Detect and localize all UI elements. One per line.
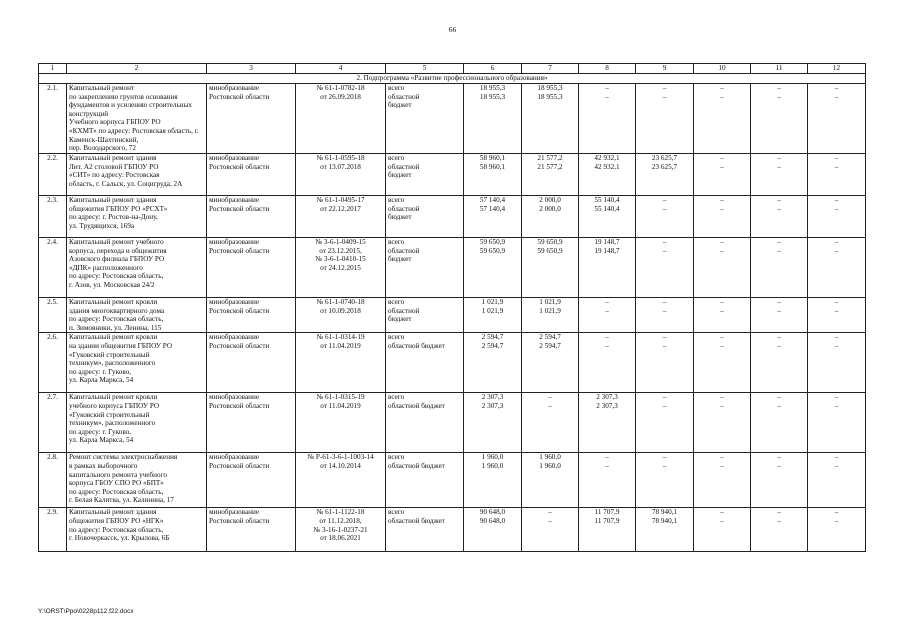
expertise-conclusion: № 61-1-0495-17 от 22.12.2017: [296, 196, 386, 238]
object-name: Капитальный ремонт здания общежития ГБПОУ РО «НГК» по адресу: Ростовская область, г. Новочеркасск, ул. Крылова, 6Б: [67, 508, 207, 552]
section-title: 2. Подпрограмма «Развитие профессионального образования»: [39, 74, 866, 84]
expertise-conclusion: № 61-1-1122-18 от 11.12.2018, № 3-16-1-0237-21 от 18.06.2021: [296, 508, 386, 552]
funding-source: всего областной бюджет: [386, 238, 464, 298]
col-header-2: 2: [67, 64, 207, 74]
expertise-conclusion: № 61-1-0315-19 от 11.04.2019: [296, 393, 386, 453]
table-row: [39, 196, 866, 238]
amount-col-6: 59 650,9 59 650,9: [464, 238, 522, 298]
expertise-conclusion: № 61-1-0782-18 от 26.09.2018: [296, 84, 386, 154]
amount-col-9: 78 940,1 78 940,1: [636, 508, 694, 552]
responsible-org: минобразование Ростовской области: [207, 196, 296, 238]
amount-col-8: 19 148,7 19 148,7: [579, 238, 636, 298]
amount-col-8: – –: [579, 333, 636, 393]
amount-col-8: 42 932,1 42 932,1: [579, 154, 636, 196]
amount-col-10: – –: [694, 393, 751, 453]
amount-col-9: – –: [636, 196, 694, 238]
row-number: 2.5.: [39, 298, 67, 333]
object-name: Капитальный ремонт кровли здания многоквартирного дома по адресу: Ростовская область, п. Зимовники, ул. Ленина, 115: [67, 298, 207, 333]
amount-col-7: 18 955,3 18 955,3: [522, 84, 579, 154]
amount-col-12: – –: [808, 84, 866, 154]
col-header-1: 1: [39, 64, 67, 74]
table-row: [39, 238, 866, 298]
file-path: Y:\ORST\Ppo\0228p112.f22.docx: [38, 608, 134, 615]
amount-col-6: 58 960,1 58 960,1: [464, 154, 522, 196]
col-header-7: 7: [522, 64, 579, 74]
amount-col-11: – –: [751, 333, 808, 393]
amount-col-10: – –: [694, 508, 751, 552]
amount-col-7: 2 000,0 2 000,0: [522, 196, 579, 238]
amount-col-12: – –: [808, 333, 866, 393]
amount-col-11: – –: [751, 154, 808, 196]
funding-source: всего областной бюджет: [386, 298, 464, 333]
amount-col-8: 2 307,3 2 307,3: [579, 393, 636, 453]
table-row: [39, 508, 866, 552]
amount-col-7: – –: [522, 508, 579, 552]
amount-col-11: – –: [751, 84, 808, 154]
amount-col-10: – –: [694, 333, 751, 393]
row-number: 2.2.: [39, 154, 67, 196]
amount-col-10: – –: [694, 298, 751, 333]
responsible-org: минобразование Ростовской области: [207, 508, 296, 552]
amount-col-6: 18 955,3 18 955,3: [464, 84, 522, 154]
amount-col-12: – –: [808, 154, 866, 196]
amount-col-9: 23 625,7 23 625,7: [636, 154, 694, 196]
funding-source: всего областной бюджет: [386, 154, 464, 196]
amount-col-6: 1 021,9 1 021,9: [464, 298, 522, 333]
col-header-8: 8: [579, 64, 636, 74]
amount-col-6: 2 594,7 2 594,7: [464, 333, 522, 393]
funding-source: всего областной бюджет: [386, 333, 464, 393]
amount-col-9: – –: [636, 333, 694, 393]
funding-source: всего областной бюджет: [386, 196, 464, 238]
expertise-conclusion: № 61-1-0740-18 от 10.09.2018: [296, 298, 386, 333]
responsible-org: минобразование Ростовской области: [207, 393, 296, 453]
amount-col-8: – –: [579, 453, 636, 508]
amount-col-8: 55 140,4 55 140,4: [579, 196, 636, 238]
amount-col-8: 11 707,9 11 707,9: [579, 508, 636, 552]
responsible-org: минобразование Ростовской области: [207, 298, 296, 333]
funding-source: всего областной бюджет: [386, 453, 464, 508]
amount-col-10: – –: [694, 196, 751, 238]
amount-col-7: 21 577,2 21 577,2: [522, 154, 579, 196]
col-header-11: 11: [751, 64, 808, 74]
amount-col-11: – –: [751, 196, 808, 238]
object-name: Капитальный ремонт кровли на здании общежития ГБПОУ РО «Гуковский строительный техникум», расположенного по адресу: г. Гуково, ул. Карла Маркса, 54: [67, 333, 207, 393]
amount-col-11: – –: [751, 238, 808, 298]
amount-col-7: 1 960,0 1 960,0: [522, 453, 579, 508]
amount-col-9: – –: [636, 84, 694, 154]
responsible-org: минобразование Ростовской области: [207, 84, 296, 154]
amount-col-12: – –: [808, 453, 866, 508]
expertise-conclusion: № 61-1-0314-19 от 11.04.2019: [296, 333, 386, 393]
amount-col-10: – –: [694, 154, 751, 196]
amount-col-7: 1 021,9 1 021,9: [522, 298, 579, 333]
amount-col-6: 2 307,3 2 307,3: [464, 393, 522, 453]
amount-col-8: – –: [579, 298, 636, 333]
col-header-4: 4: [296, 64, 386, 74]
row-number: 2.4.: [39, 238, 67, 298]
object-name: Капитальный ремонт здания Лит. А2 столовой ГБПОУ РО «СИТ» по адресу: Ростовская область, г. Сальск, ул. Социгруда, 2А: [67, 154, 207, 196]
amount-col-9: – –: [636, 393, 694, 453]
funding-source: всего областной бюджет: [386, 84, 464, 154]
amount-col-10: – –: [694, 84, 751, 154]
responsible-org: минобразование Ростовской области: [207, 238, 296, 298]
col-header-10: 10: [694, 64, 751, 74]
amount-col-8: – –: [579, 84, 636, 154]
amount-col-12: – –: [808, 298, 866, 333]
amount-col-11: – –: [751, 453, 808, 508]
col-header-9: 9: [636, 64, 694, 74]
table-row: [39, 333, 866, 393]
object-name: Капитальный ремонт кровли учебного корпуса ГБПОУ РО «Гуковский строительный техникум», расположенного по адресу: г. Гуково, ул. Карла Маркса, 54: [67, 393, 207, 453]
column-number-row: [39, 64, 866, 74]
object-name: Капитальный ремонт учебного корпуса, перехода и общежития Азовского филиала ГБПОУ РО «ДПК» расположенного по адресу: Ростовская область, г. Азов, ул. Московская 24/2: [67, 238, 207, 298]
col-header-5: 5: [386, 64, 464, 74]
amount-col-12: – –: [808, 196, 866, 238]
table-row: [39, 154, 866, 196]
funding-source: всего областной бюджет: [386, 393, 464, 453]
funding-source: всего областной бюджет: [386, 508, 464, 552]
program-table: [38, 63, 866, 552]
amount-col-11: – –: [751, 298, 808, 333]
row-number: 2.3.: [39, 196, 67, 238]
section-header-row: [39, 74, 866, 84]
expertise-conclusion: № Р-61-3-6-1-1003-14 от 14.10.2014: [296, 453, 386, 508]
page-number: 66: [448, 25, 457, 34]
col-header-12: 12: [808, 64, 866, 74]
amount-col-6: 90 648,0 90 648,0: [464, 508, 522, 552]
row-number: 2.1.: [39, 84, 67, 154]
responsible-org: минобразование Ростовской области: [207, 154, 296, 196]
amount-col-7: – –: [522, 393, 579, 453]
amount-col-6: 1 960,0 1 960,0: [464, 453, 522, 508]
object-name: Ремонт системы электроснабжения в рамках выборочного капитального ремонта учебного корпуса ГБОУ СПО РО «БПТ» по адресу: Ростовская область, г. Белая Калитва, ул. Калинина, 17: [67, 453, 207, 508]
amount-col-11: – –: [751, 508, 808, 552]
amount-col-9: – –: [636, 453, 694, 508]
amount-col-12: – –: [808, 508, 866, 552]
table-row: [39, 393, 866, 453]
amount-col-10: – –: [694, 453, 751, 508]
table-row: [39, 84, 866, 154]
responsible-org: минобразование Ростовской области: [207, 333, 296, 393]
amount-col-11: – –: [751, 393, 808, 453]
amount-col-9: – –: [636, 298, 694, 333]
amount-col-12: – –: [808, 393, 866, 453]
responsible-org: минобразование Ростовской области: [207, 453, 296, 508]
amount-col-7: 59 650,9 59 650,9: [522, 238, 579, 298]
object-name: Капитальный ремонт здания общежития ГБПОУ РО «РСХТ» по адресу: г. Ростов-на-Дону, ул. Трудящихся, 169а: [67, 196, 207, 238]
row-number: 2.7.: [39, 393, 67, 453]
amount-col-6: 57 140,4 57 140,4: [464, 196, 522, 238]
col-header-6: 6: [464, 64, 522, 74]
row-number: 2.9.: [39, 508, 67, 552]
amount-col-12: – –: [808, 238, 866, 298]
amount-col-9: – –: [636, 238, 694, 298]
row-number: 2.8.: [39, 453, 67, 508]
table-row: [39, 298, 866, 333]
amount-col-7: 2 594,7 2 594,7: [522, 333, 579, 393]
col-header-3: 3: [207, 64, 296, 74]
row-number: 2.6.: [39, 333, 67, 393]
expertise-conclusion: № 61-1-0595-18 от 13.07.2018: [296, 154, 386, 196]
amount-col-10: – –: [694, 238, 751, 298]
expertise-conclusion: № 3-6-1-0409-15 от 23.12.2015, № 3-6-1-0410-15 от 24.12.2015: [296, 238, 386, 298]
object-name: Капитальный ремонт по закреплению грунтов основания фундаментов и усилению строительных конструкций Учебного корпуса ГБПОУ РО «КХМТ» по адресу: Ростовская область, г. Каменск-Шахтинский, пер. Володарского, 72: [67, 84, 207, 154]
table-row: [39, 453, 866, 508]
